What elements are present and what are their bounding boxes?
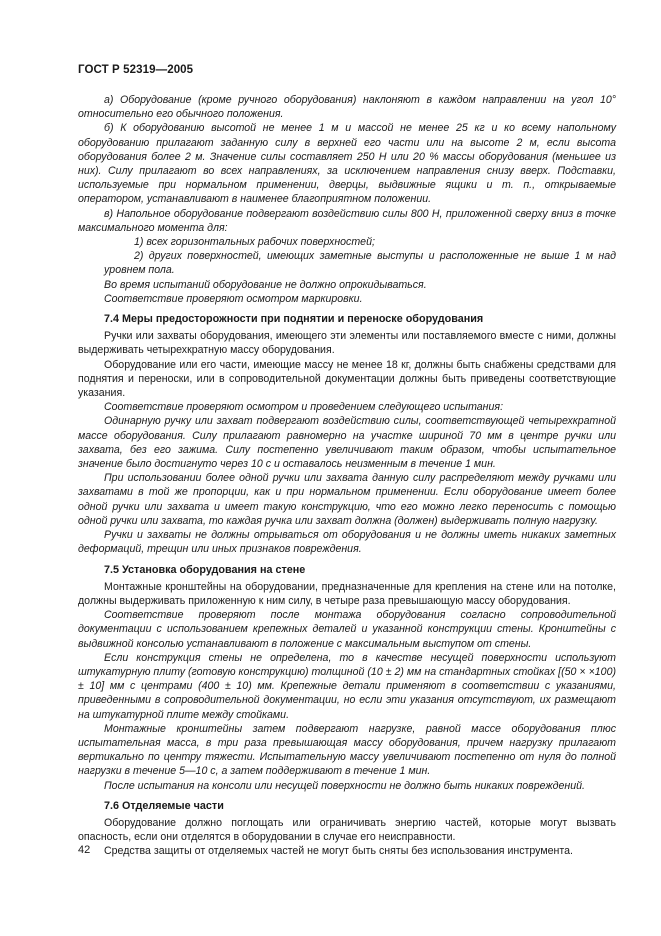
paragraph-floor-equipment: в) Напольное оборудование подвергают воздействию силы 800 Н, приложенной сверху вниз в точке максимального момента для: [78,207,616,234]
paragraph-force-test: б) К оборудованию высотой не менее 1 м и массой не менее 25 кг и ко всему напольному оборудованию прилагают заданную силу в верхней его части или на высоте 2 м, если высота оборудования более 2 м. Значение силы составляет 250 Н или 20 % массы оборудования (меньшее из них). Силу прилагают во всех направлениях, за исключением направления снизу вверх. Подставки, используемые при нормальном применении, дверцы, выдвижные ящики и т. п., открываемые оператором, устанавливают в наименее благоприятном положении. [78,122,616,206]
page-body [78,93,616,859]
paragraph-compliance-check: Соответствие проверяют осмотром и проведением следующего испытания: [104,401,504,414]
paragraph-bracket-load: Монтажные кронштейны затем подвергают нагрузке, равной массе оборудования плюс испытательная масса, в три раза превышающая массу оборудования, причем нагрузку прилагают вертикально по центру тяжести. Испытательную массу увеличивают постепенно от нуля до полной нагрузки в течение 5—10 с, а затем поддерживают в течение 1 мин. [78,722,616,778]
section-heading-7-6: 7.6 Отделяемые части [104,799,224,812]
section-heading-7-4: 7.4 Меры предосторожности при поднятии и переноске оборудования [104,313,484,326]
list-item-other-surfaces: 2) других поверхностей, имеющих заметные выступы и расположенные не выше 1 м над уровнем пола. [104,250,616,277]
paragraph-no-tipping: Во время испытаний оборудование не должно опрокидываться. [104,278,427,291]
paragraph-single-handle-test: Одинарную ручку или захват подвергают воздействию силы, соответствующей четырехкратной массе оборудования. Силу прилагают равномерно на участке шириной 70 мм в центре ручки или захвата, без его зажима. Силу постепенно увеличивают таким образом, чтобы испытательное значение было достигнуто через 10 с и оставалось неизменным в течение 1 мин. [78,415,616,471]
paragraph-marking-check: Соответствие проверяют осмотром маркировки. [104,292,363,305]
paragraph-no-damage-after: После испытания на консоли или несущей поверхности не должно быть никаких повреждений. [104,779,585,792]
paragraph-protection-means: Средства защиты от отделяемых частей не могут быть сняты без использования инструмента. [104,845,573,858]
paragraph-no-damage: Ручки и захваты не должны отрываться от оборудования и не должны иметь никаких заметных деформаций, трещин или иных признаков повреждения. [78,529,616,556]
document-code: ГОСТ Р 52319—2005 [78,64,194,76]
section-heading-7-5: 7.5 Установка оборудования на стене [104,563,306,576]
paragraph-wall-construction: Если конструкция стены не определена, то в качестве несущей поверхности используют штукатурную плиту (готовую конструкцию) толщиной (10 ± 2) мм на стандартных стойках [(50 × ×100) ± 10] мм с центрами (400 ± 10) мм. Крепежные детали применяют в соответствии с указаниями, приведенными в сопроводительной документации, но если эти указания отсутствуют, их размещают на штукатурной плите между стойками. [78,651,616,721]
paragraph-lifting-means: Оборудование или его части, имеющие массу не менее 18 кг, должны быть снабжены средствами для поднятия и переноски, или в сопроводительной документации должны быть приведены соответствующие указания. [78,358,616,400]
paragraph-handles: Ручки или захваты оборудования, имеющего эти элементы или поставляемого вместе с ними, должны выдерживать четырехкратную массу оборудования. [78,330,616,357]
paragraph-mounting-brackets: Монтажные кронштейны на оборудовании, предназначенные для крепления на стене или на потолке, должны выдерживать приложенную к ним силу, в четыре раза превышающую массу оборудования. [78,580,616,607]
list-item-horizontal-surfaces: 1) всех горизонтальных рабочих поверхностей; [134,236,375,249]
page-number: 42 [78,844,91,856]
paragraph-multiple-handles: При использовании более одной ручки или захвата данную силу распределяют между ручками или захватами в той же пропорции, как и при нормальном применении. Если оборудование имеет более одной ручки или захвата и имеет такую конструкцию, что его можно легко переносить с помощью одной ручки или захвата, то каждая ручка или захват должна (должен) выдерживать полную нагрузку. [78,472,616,527]
paragraph-mounting-check: Соответствие проверяют после монтажа оборудования согласно сопроводительной документации с использованием крепежных деталей и указанной конструкции стены. Кронштейны с выдвижной консолью устанавливают в положение с максимальным выступом от стены. [78,609,616,650]
paragraph-tilt-test: а) Оборудование (кроме ручного оборудования) наклоняют в каждом направлении на угол 10° относительно его обычного положения. [78,94,616,121]
paragraph-energy-absorb: Оборудование должно поглощать или ограничивать энергию частей, которые могут вызвать опасность, если они отделятся в оборудовании в случае его неисправности. [78,816,616,844]
